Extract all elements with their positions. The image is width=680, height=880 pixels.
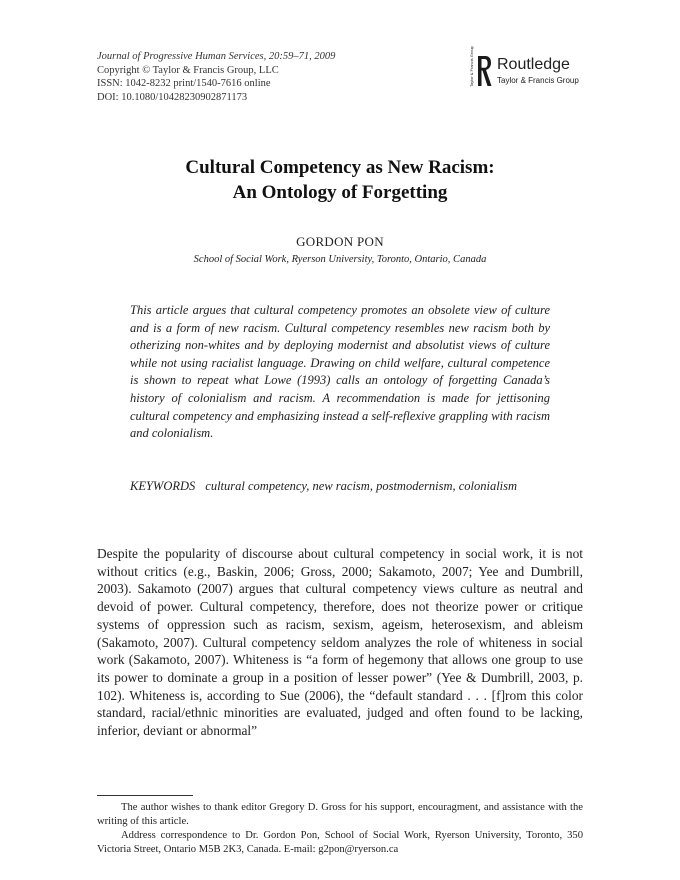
doi-line: DOI: 10.1080/10428230902871173 — [97, 91, 248, 103]
title-line-1: Cultural Competency as New Racism: — [185, 157, 495, 178]
abstract: This article argues that cultural competency promotes an obsolete view of culture and is a form of new racism. Cultural competency resembles new racism both by otherizing non-whites and by deploying modernist and absolutist views of culture while not using racialist language. Drawing on child welfare, cultural competence is shown to repeat what Lowe (1993) calls an ontology of forgetting Canada’s history of colonialism and racism. A recommendation is made for jettisoning cultural competency and emphasizing instead a self-reflexive grappling with racism and colonialism. — [130, 303, 550, 441]
copyright-line: Copyright © Taylor & Francis Group, LLC — [97, 64, 279, 76]
keywords-list: cultural competency, new racism, postmodernism, colonialism — [205, 479, 518, 493]
article-title — [0, 155, 680, 205]
footnote-divider — [97, 795, 193, 796]
author-name: GORDON PON — [296, 234, 384, 249]
body-paragraph: Despite the popularity of discourse about cultural competency in social work, it is not without critics (e.g., Baskin, 2006; Gross, 2000; Sakamoto, 2007; Yee and Dumbrill, 2003). Sakamoto (2007) argues that cultural competency views culture as neutral and devoid of power. Cultural competency, therefore, does not theorize power or critique systems of oppression such as racism, sexism, ageism, heterosexism, and ableism (Sakamoto, 2007). Cultural competency seldom analyzes the role of whiteness in social work (Sakamoto, 2007). Whiteness is “a form of hegemony that allows one group to use its power to dominate a group in a position of lesser power” (Yee & Dumbrill, 2003, p. 102). Whiteness is, according to Sue (2006), the “default standard . . . [f]rom this color standard, racial/ethnic minorities are evaluated, judged and often found to be lacking, inferior, deviant or abnormal” — [97, 546, 583, 739]
routledge-r-icon — [469, 46, 492, 87]
publisher-logo — [469, 46, 610, 91]
footnote-address: Address correspondence to Dr. Gordon Pon, School of Social Work, Ryerson University, Toronto, 350 Victoria Street, Ontario M5B 2K3, Canada. E-mail: g2pon@ryerson.ca — [97, 830, 583, 855]
journal-info — [97, 50, 335, 104]
footnote-acknowledgment: The author wishes to thank editor Gregory D. Gross for his support, encouragment, and assistance with the writing of this article. — [97, 802, 583, 827]
issn-line: ISSN: 1042-8232 print/1540-7616 online — [97, 78, 271, 89]
footnotes — [97, 801, 583, 857]
publisher-name: Routledge — [497, 56, 570, 73]
publisher-group: Taylor & Francis Group — [497, 76, 579, 85]
journal-citation: Journal of Progressive Human Services, 20:59–71, 2009 — [97, 51, 336, 62]
keywords — [130, 478, 550, 496]
publisher-vertical-text: Taylor & Francis Group — [469, 46, 474, 87]
title-line-2: An Ontology of Forgetting — [232, 182, 448, 203]
keywords-label: KEYWORDS — [130, 479, 196, 493]
author-affiliation: School of Social Work, Ryerson University, Toronto, Ontario, Canada — [193, 254, 487, 265]
